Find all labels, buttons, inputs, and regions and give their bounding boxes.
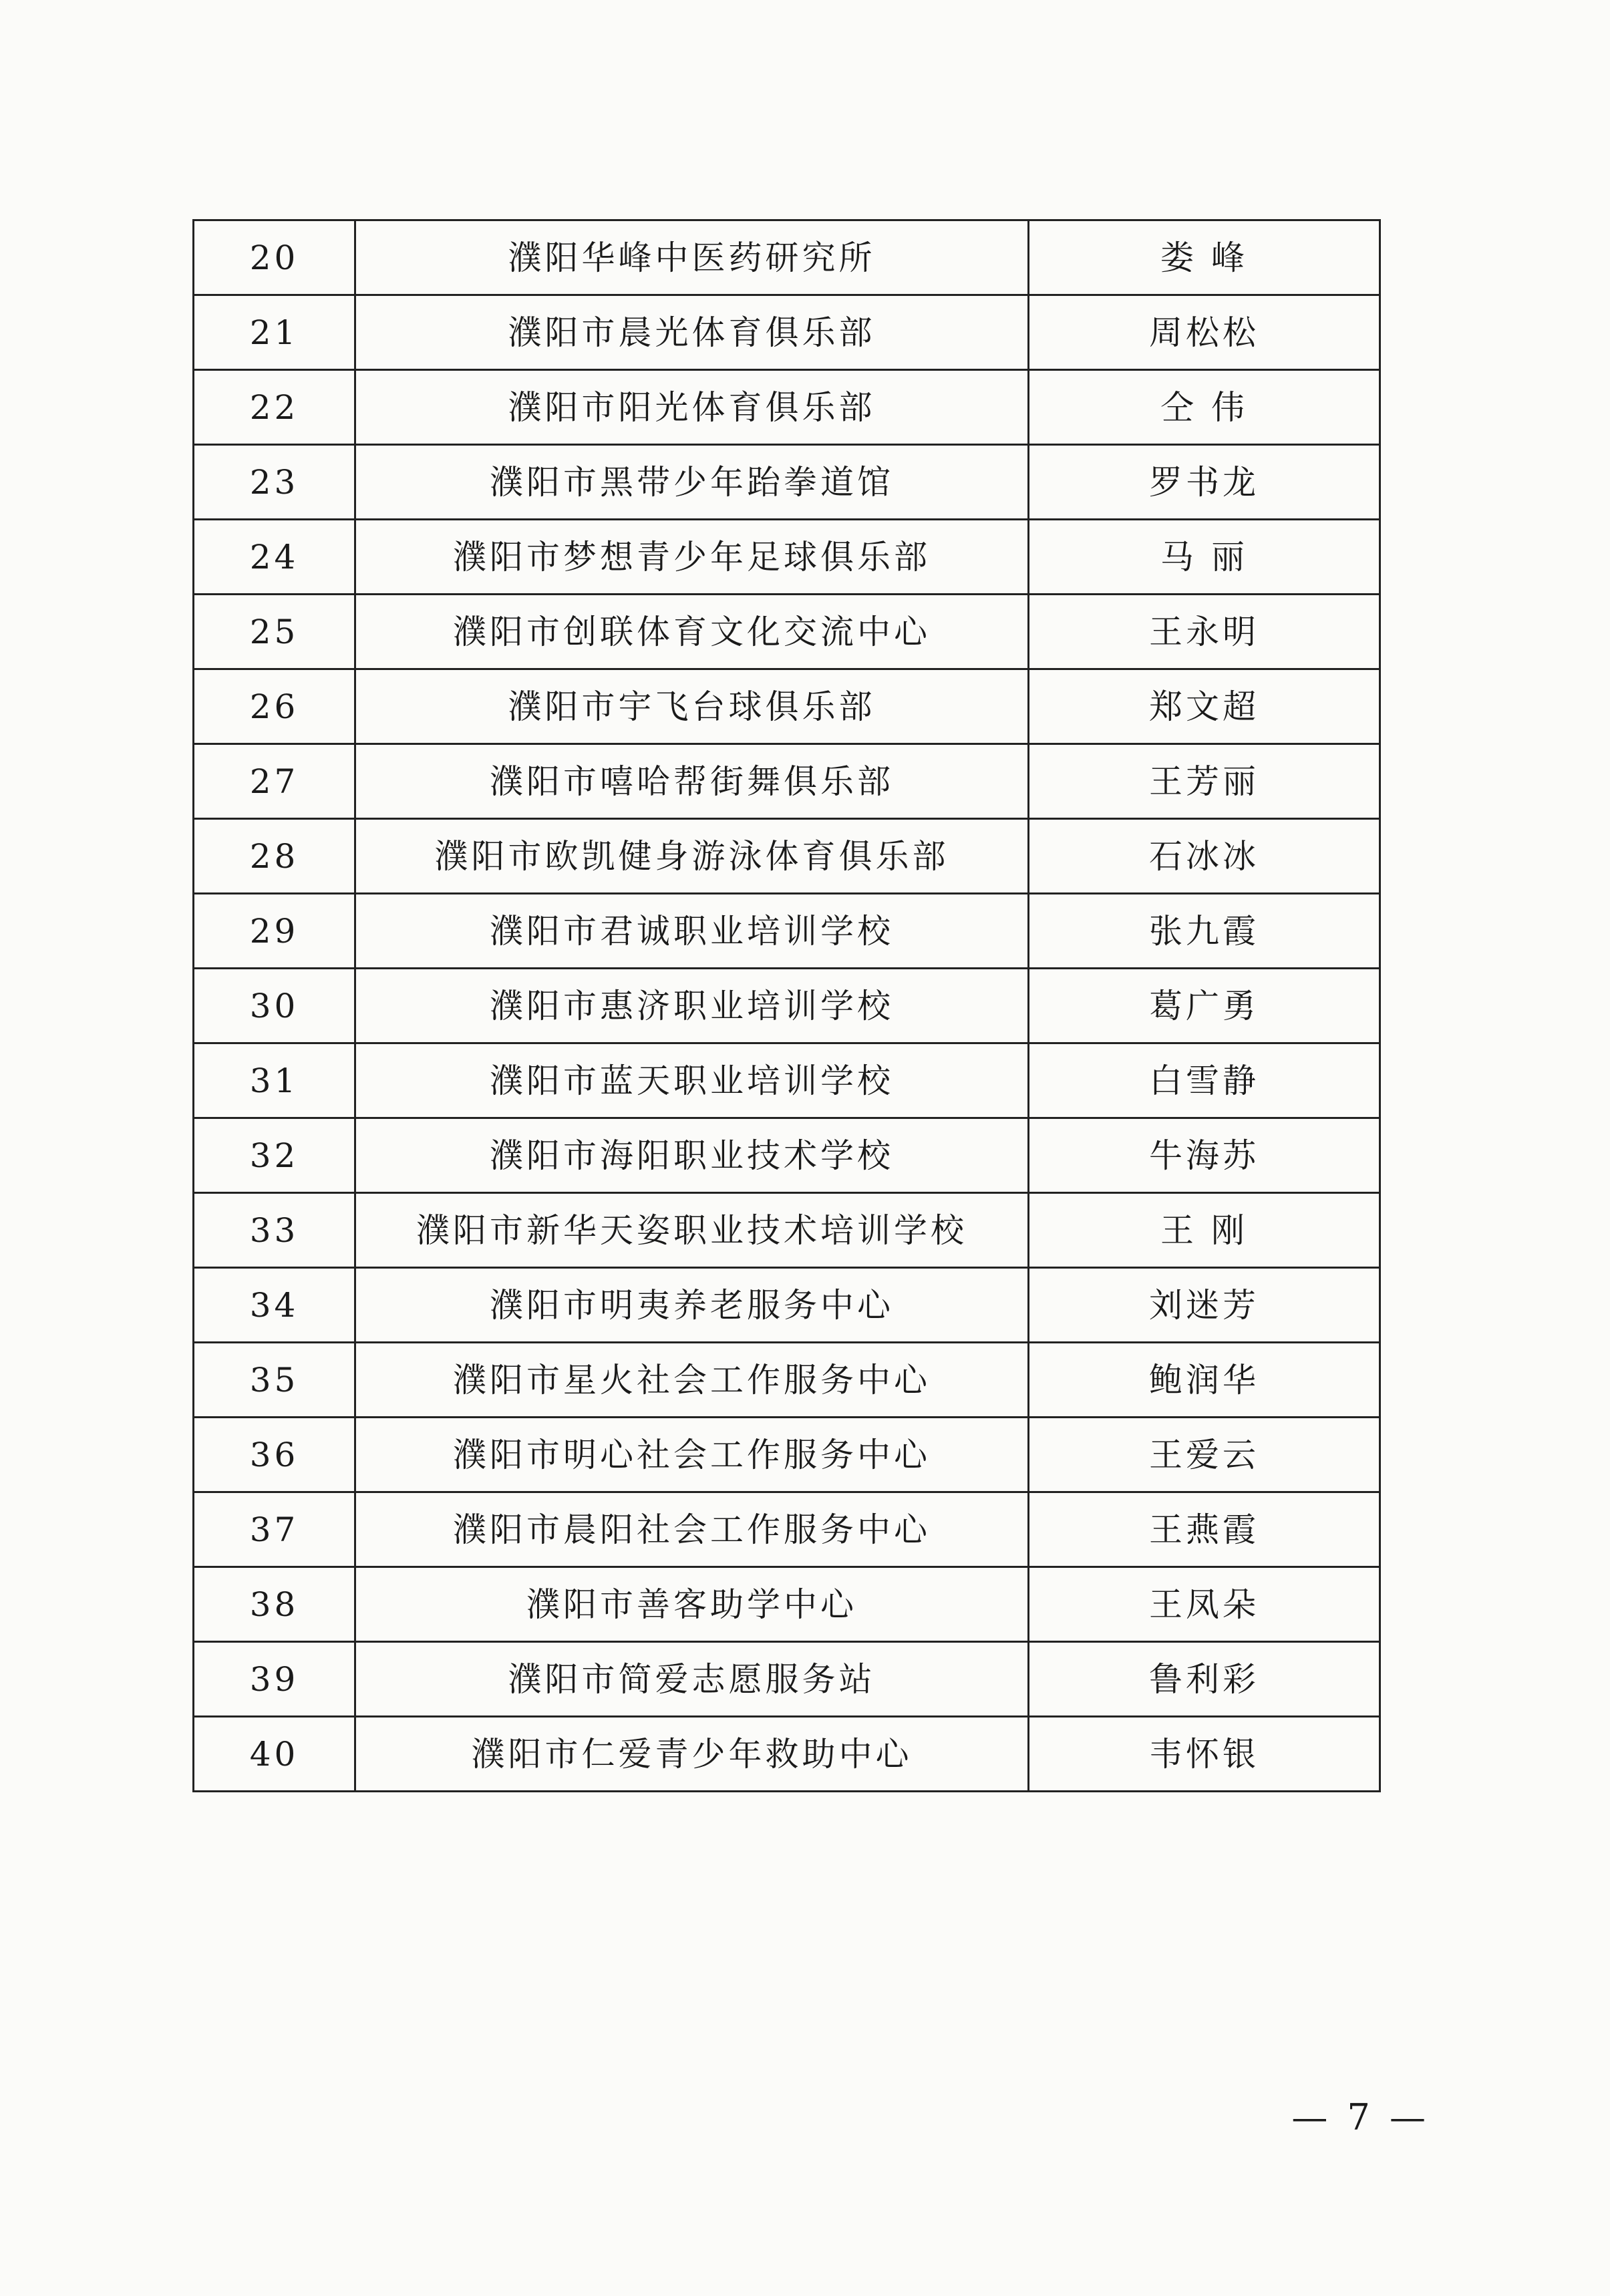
representative-name: 王爱云 [1029, 1418, 1380, 1492]
table-row [194, 1343, 1380, 1418]
row-number: 22 [194, 370, 355, 445]
row-number: 29 [194, 894, 355, 969]
row-number: 26 [194, 669, 355, 744]
representative-name: 张九霞 [1029, 894, 1380, 969]
table-row [194, 969, 1380, 1043]
representative-name: 王 刚 [1029, 1193, 1380, 1268]
row-number: 24 [194, 520, 355, 595]
representative-name: 仝 伟 [1029, 370, 1380, 445]
table-row [194, 370, 1380, 445]
row-number: 25 [194, 595, 355, 669]
row-number: 23 [194, 445, 355, 520]
row-number: 35 [194, 1343, 355, 1418]
representative-name: 马 丽 [1029, 520, 1380, 595]
row-number: 32 [194, 1118, 355, 1193]
table-row [194, 1193, 1380, 1268]
organization-name: 濮阳市明夷养老服务中心 [355, 1268, 1029, 1343]
organization-name: 濮阳市创联体育文化交流中心 [355, 595, 1029, 669]
representative-name: 刘迷芳 [1029, 1268, 1380, 1343]
representative-name: 韦怀银 [1029, 1717, 1380, 1792]
table-row [194, 1642, 1380, 1717]
row-number: 36 [194, 1418, 355, 1492]
row-number: 20 [194, 220, 355, 295]
representative-name: 娄 峰 [1029, 220, 1380, 295]
organization-name: 濮阳市晨光体育俱乐部 [355, 295, 1029, 370]
representative-name: 鲍润华 [1029, 1343, 1380, 1418]
organization-name: 濮阳市善客助学中心 [355, 1567, 1029, 1642]
row-number: 34 [194, 1268, 355, 1343]
table-row [194, 520, 1380, 595]
organization-name: 濮阳市欧凯健身游泳体育俱乐部 [355, 819, 1029, 894]
organization-name: 濮阳市惠济职业培训学校 [355, 969, 1029, 1043]
table-row [194, 819, 1380, 894]
organization-name: 濮阳市君诚职业培训学校 [355, 894, 1029, 969]
table-row [194, 220, 1380, 295]
organization-table [192, 219, 1381, 1792]
organization-name: 濮阳市黑带少年跆拳道馆 [355, 445, 1029, 520]
row-number: 40 [194, 1717, 355, 1792]
representative-name: 郑文超 [1029, 669, 1380, 744]
representative-name: 王凤朵 [1029, 1567, 1380, 1642]
table-row [194, 1492, 1380, 1567]
representative-name: 王燕霞 [1029, 1492, 1380, 1567]
row-number: 28 [194, 819, 355, 894]
row-number: 37 [194, 1492, 355, 1567]
organization-table-body [194, 220, 1380, 1792]
row-number: 33 [194, 1193, 355, 1268]
organization-name: 濮阳市嘻哈帮街舞俱乐部 [355, 744, 1029, 819]
representative-name: 罗书龙 [1029, 445, 1380, 520]
representative-name: 王永明 [1029, 595, 1380, 669]
row-number: 31 [194, 1043, 355, 1118]
organization-name: 濮阳市星火社会工作服务中心 [355, 1343, 1029, 1418]
representative-name: 葛广勇 [1029, 969, 1380, 1043]
table-row [194, 894, 1380, 969]
organization-name: 濮阳华峰中医药研究所 [355, 220, 1029, 295]
representative-name: 白雪静 [1029, 1043, 1380, 1118]
organization-name: 濮阳市新华天姿职业技术培训学校 [355, 1193, 1029, 1268]
table-row [194, 1567, 1380, 1642]
page-number: — 7 — [1291, 2096, 1430, 2138]
table-row [194, 669, 1380, 744]
table-row [194, 1043, 1380, 1118]
table-row [194, 295, 1380, 370]
organization-name: 濮阳市梦想青少年足球俱乐部 [355, 520, 1029, 595]
table-row [194, 1268, 1380, 1343]
table-row [194, 1118, 1380, 1193]
organization-table-container [192, 219, 1379, 1792]
table-row [194, 744, 1380, 819]
organization-name: 濮阳市明心社会工作服务中心 [355, 1418, 1029, 1492]
table-row [194, 1418, 1380, 1492]
representative-name: 牛海苏 [1029, 1118, 1380, 1193]
row-number: 21 [194, 295, 355, 370]
organization-name: 濮阳市宇飞台球俱乐部 [355, 669, 1029, 744]
table-row [194, 595, 1380, 669]
organization-name: 濮阳市海阳职业技术学校 [355, 1118, 1029, 1193]
organization-name: 濮阳市阳光体育俱乐部 [355, 370, 1029, 445]
organization-name: 濮阳市简爱志愿服务站 [355, 1642, 1029, 1717]
representative-name: 石冰冰 [1029, 819, 1380, 894]
row-number: 39 [194, 1642, 355, 1717]
organization-name: 濮阳市蓝天职业培训学校 [355, 1043, 1029, 1118]
table-row [194, 445, 1380, 520]
representative-name: 鲁利彩 [1029, 1642, 1380, 1717]
representative-name: 周松松 [1029, 295, 1380, 370]
organization-name: 濮阳市仁爱青少年救助中心 [355, 1717, 1029, 1792]
row-number: 27 [194, 744, 355, 819]
row-number: 30 [194, 969, 355, 1043]
organization-name: 濮阳市晨阳社会工作服务中心 [355, 1492, 1029, 1567]
table-row [194, 1717, 1380, 1792]
representative-name: 王芳丽 [1029, 744, 1380, 819]
row-number: 38 [194, 1567, 355, 1642]
